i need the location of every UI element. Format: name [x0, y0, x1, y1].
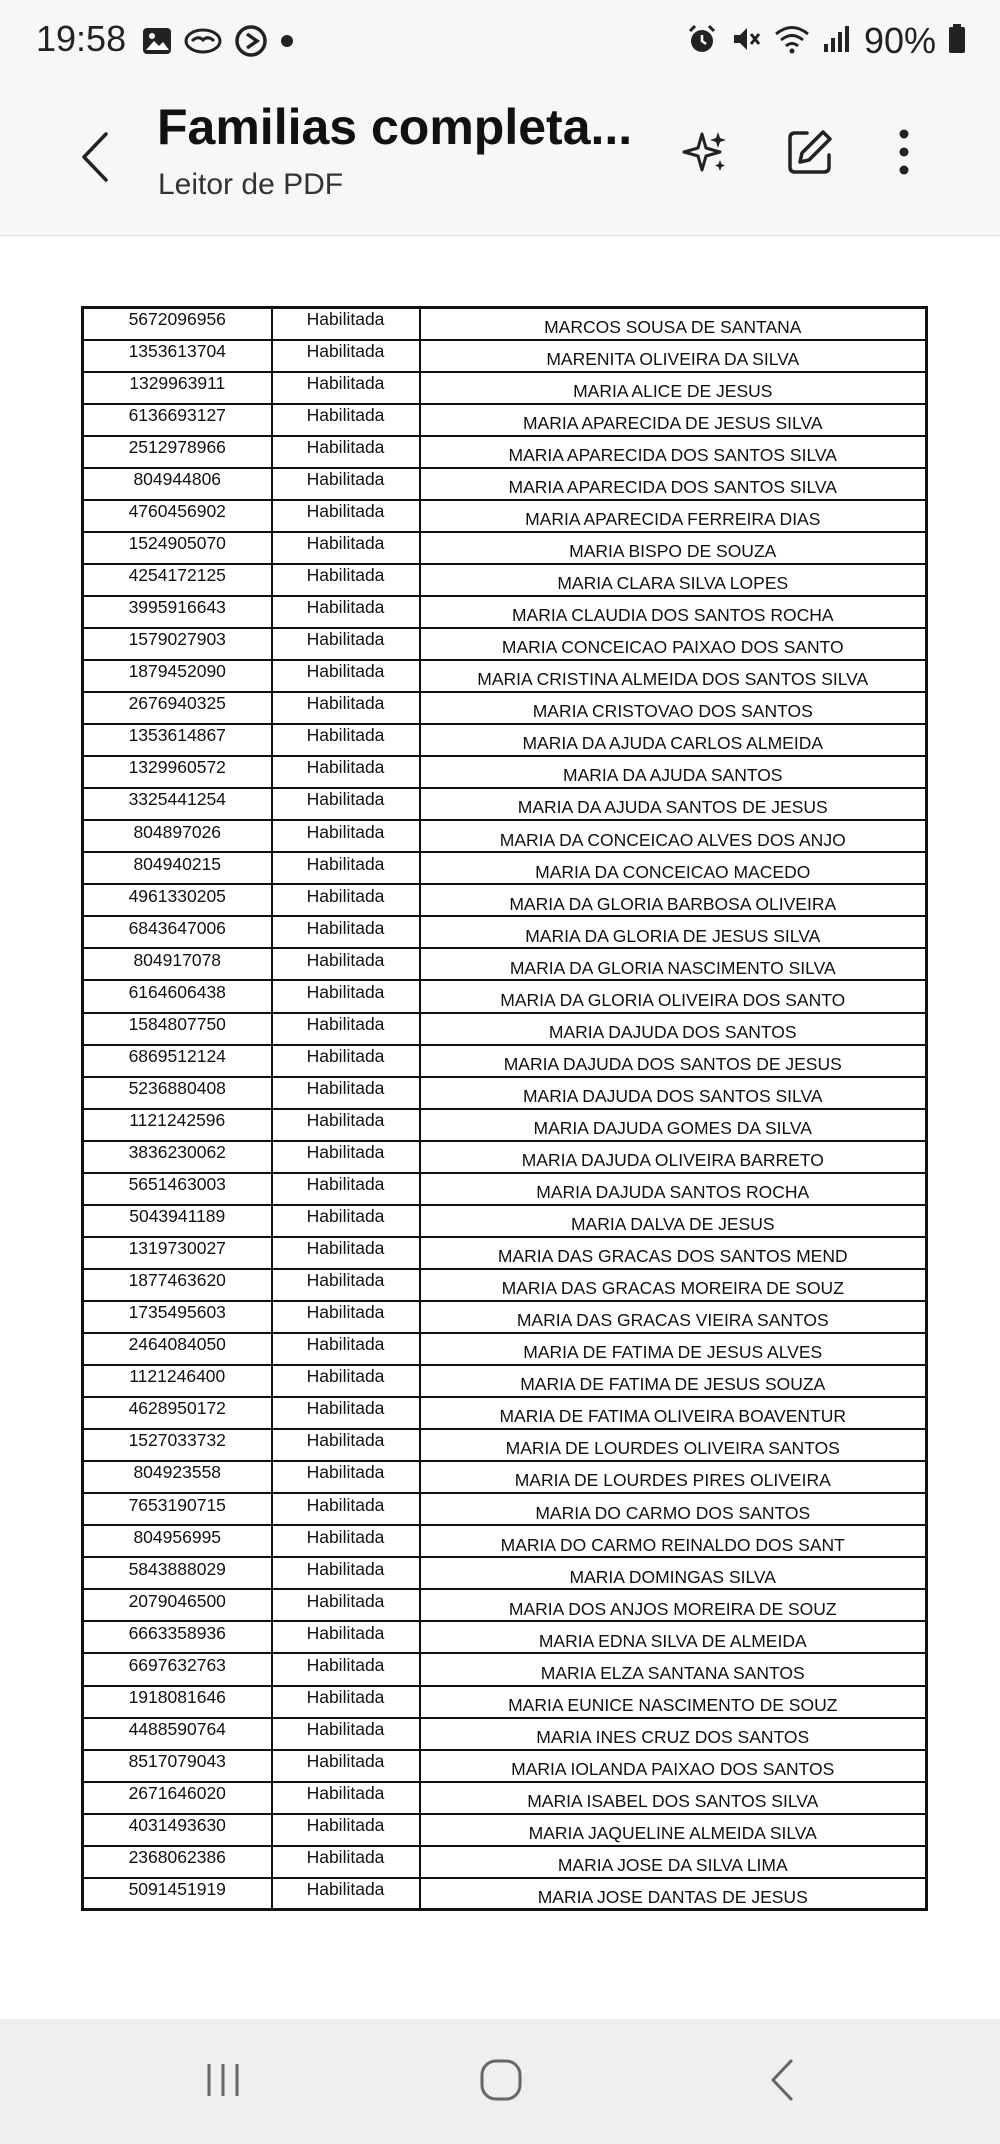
row-status-cell: Habilitada: [272, 1045, 420, 1077]
table-row: [83, 1269, 927, 1301]
row-id-cell: 1735495603: [83, 1301, 272, 1333]
row-id-cell: 5043941189: [83, 1205, 272, 1237]
row-name-cell: MARIA DA GLORIA OLIVEIRA DOS SANTO: [420, 980, 927, 1012]
table-row: [83, 1237, 927, 1269]
back-nav-icon: [769, 2058, 795, 2107]
row-name-cell: MARIA CRISTOVAO DOS SANTOS: [420, 692, 927, 724]
row-status-cell: Habilitada: [272, 1397, 420, 1429]
row-id-cell: 6843647006: [83, 916, 272, 948]
table-row: [83, 308, 927, 340]
table-row: [83, 884, 927, 916]
row-status-cell: Habilitada: [272, 404, 420, 436]
table-row: [83, 1557, 927, 1589]
pdf-page[interactable]: [0, 237, 1000, 2019]
row-status-cell: Habilitada: [272, 1205, 420, 1237]
row-id-cell: 1319730027: [83, 1237, 272, 1269]
table-row: [83, 1782, 927, 1814]
row-status-cell: Habilitada: [272, 1141, 420, 1173]
row-id-cell: 1121246400: [83, 1365, 272, 1397]
row-status-cell: Habilitada: [272, 532, 420, 564]
navigation-bar: [0, 2019, 1000, 2144]
row-name-cell: MARIA DE FATIMA DE JESUS ALVES: [420, 1333, 927, 1365]
row-name-cell: MARIA CLAUDIA DOS SANTOS ROCHA: [420, 596, 927, 628]
table-row: [83, 820, 927, 852]
row-name-cell: MARIA JOSE DANTAS DE JESUS: [420, 1878, 927, 1910]
row-id-cell: 1329960572: [83, 756, 272, 788]
row-id-cell: 2676940325: [83, 692, 272, 724]
table-row: [83, 1397, 927, 1429]
row-status-cell: Habilitada: [272, 1365, 420, 1397]
row-name-cell: MARIA DE LOURDES PIRES OLIVEIRA: [420, 1461, 927, 1493]
row-status-cell: Habilitada: [272, 1846, 420, 1878]
row-status-cell: Habilitada: [272, 1237, 420, 1269]
row-status-cell: Habilitada: [272, 820, 420, 852]
row-status-cell: Habilitada: [272, 948, 420, 980]
row-id-cell: 1353613704: [83, 340, 272, 372]
row-name-cell: MARIA APARECIDA FERREIRA DIAS: [420, 500, 927, 532]
back-button[interactable]: [70, 124, 120, 194]
row-id-cell: 1579027903: [83, 628, 272, 660]
row-status-cell: Habilitada: [272, 436, 420, 468]
table-row: [83, 1878, 927, 1910]
battery-icon: [948, 24, 966, 59]
row-id-cell: 6869512124: [83, 1045, 272, 1077]
row-name-cell: MARIA EDNA SILVA DE ALMEIDA: [420, 1621, 927, 1653]
row-status-cell: Habilitada: [272, 564, 420, 596]
row-name-cell: MARIA APARECIDA DE JESUS SILVA: [420, 404, 927, 436]
wifi-icon: [774, 23, 810, 60]
row-status-cell: Habilitada: [272, 1814, 420, 1846]
table-row: [83, 1525, 927, 1557]
row-status-cell: Habilitada: [272, 1173, 420, 1205]
row-id-cell: 4961330205: [83, 884, 272, 916]
row-id-cell: 1121242596: [83, 1109, 272, 1141]
row-id-cell: 2671646020: [83, 1782, 272, 1814]
row-id-cell: 804940215: [83, 852, 272, 884]
row-id-cell: 1527033732: [83, 1429, 272, 1461]
row-id-cell: 5843888029: [83, 1557, 272, 1589]
row-name-cell: MARIA DO CARMO DOS SANTOS: [420, 1493, 927, 1525]
row-id-cell: 5651463003: [83, 1173, 272, 1205]
row-status-cell: Habilitada: [272, 468, 420, 500]
gallery-icon: [142, 27, 172, 60]
row-id-cell: 804923558: [83, 1461, 272, 1493]
table-row: [83, 404, 927, 436]
families-table: [81, 306, 928, 1911]
handshake-icon: [184, 27, 222, 60]
table-row: [83, 1077, 927, 1109]
row-id-cell: 3325441254: [83, 788, 272, 820]
play-circle-icon: [234, 24, 268, 63]
table-row: [83, 1173, 927, 1205]
table-row: [83, 1686, 927, 1718]
row-status-cell: Habilitada: [272, 1333, 420, 1365]
row-status-cell: Habilitada: [272, 1750, 420, 1782]
row-name-cell: MARIA APARECIDA DOS SANTOS SILVA: [420, 436, 927, 468]
signal-icon: [822, 24, 852, 59]
row-id-cell: 3836230062: [83, 1141, 272, 1173]
row-id-cell: 804897026: [83, 820, 272, 852]
row-id-cell: 6697632763: [83, 1653, 272, 1685]
table-row: [83, 372, 927, 404]
row-status-cell: Habilitada: [272, 788, 420, 820]
row-status-cell: Habilitada: [272, 1525, 420, 1557]
row-name-cell: MARIA DOMINGAS SILVA: [420, 1557, 927, 1589]
table-row: [83, 500, 927, 532]
row-status-cell: Habilitada: [272, 1653, 420, 1685]
row-id-cell: 4488590764: [83, 1718, 272, 1750]
home-icon: [479, 2058, 523, 2107]
battery-percent: 90%: [863, 20, 936, 61]
table-row: [83, 1333, 927, 1365]
table-row: [83, 1429, 927, 1461]
row-id-cell: 2512978966: [83, 436, 272, 468]
table-row: [83, 1589, 927, 1621]
table-row: [83, 788, 927, 820]
row-id-cell: 2464084050: [83, 1333, 272, 1365]
row-status-cell: Habilitada: [272, 692, 420, 724]
row-id-cell: 4031493630: [83, 1814, 272, 1846]
edit-icon: [785, 127, 835, 182]
row-name-cell: MARIA DAJUDA OLIVEIRA BARRETO: [420, 1141, 927, 1173]
row-id-cell: 2079046500: [83, 1589, 272, 1621]
back-nav-button[interactable]: [742, 2047, 822, 2117]
row-id-cell: 7653190715: [83, 1493, 272, 1525]
row-id-cell: 4254172125: [83, 564, 272, 596]
table-row: [83, 1109, 927, 1141]
row-id-cell: 1879452090: [83, 660, 272, 692]
app-subtitle: Leitor de PDF: [158, 168, 344, 201]
notification-icons: [142, 24, 294, 63]
row-id-cell: 6136693127: [83, 404, 272, 436]
row-status-cell: Habilitada: [272, 660, 420, 692]
status-time: 19:58: [36, 18, 127, 59]
row-id-cell: 1877463620: [83, 1269, 272, 1301]
table-row: [83, 1621, 927, 1653]
row-name-cell: MARIA ELZA SANTANA SANTOS: [420, 1653, 927, 1685]
row-id-cell: 804956995: [83, 1525, 272, 1557]
row-name-cell: MARIA CLARA SILVA LOPES: [420, 564, 927, 596]
row-status-cell: Habilitada: [272, 500, 420, 532]
table-row: [83, 564, 927, 596]
row-name-cell: MARENITA OLIVEIRA DA SILVA: [420, 340, 927, 372]
row-id-cell: 1584807750: [83, 1013, 272, 1045]
row-status-cell: Habilitada: [272, 340, 420, 372]
table-row: [83, 852, 927, 884]
table-row: [83, 756, 927, 788]
row-name-cell: MARIA DAJUDA GOMES DA SILVA: [420, 1109, 927, 1141]
row-status-cell: Habilitada: [272, 1077, 420, 1109]
row-name-cell: MARIA CONCEICAO PAIXAO DOS SANTO: [420, 628, 927, 660]
row-id-cell: 5672096956: [83, 308, 272, 340]
row-status-cell: Habilitada: [272, 1878, 420, 1910]
row-name-cell: MARIA DA GLORIA NASCIMENTO SILVA: [420, 948, 927, 980]
row-id-cell: 3995916643: [83, 596, 272, 628]
row-status-cell: Habilitada: [272, 1621, 420, 1653]
row-status-cell: Habilitada: [272, 884, 420, 916]
table-body: [83, 308, 927, 1910]
row-name-cell: MARIA CRISTINA ALMEIDA DOS SANTOS SILVA: [420, 660, 927, 692]
row-id-cell: 6663358936: [83, 1621, 272, 1653]
row-name-cell: MARIA DA AJUDA SANTOS DE JESUS: [420, 788, 927, 820]
row-status-cell: Habilitada: [272, 1461, 420, 1493]
row-name-cell: MARCOS SOUSA DE SANTANA: [420, 308, 927, 340]
row-id-cell: 804944806: [83, 468, 272, 500]
row-status-cell: Habilitada: [272, 1301, 420, 1333]
row-name-cell: MARIA JAQUELINE ALMEIDA SILVA: [420, 1814, 927, 1846]
row-status-cell: Habilitada: [272, 1686, 420, 1718]
row-name-cell: MARIA DAS GRACAS VIEIRA SANTOS: [420, 1301, 927, 1333]
row-id-cell: 1329963911: [83, 372, 272, 404]
document-title: Familias completa...: [157, 99, 633, 155]
row-status-cell: Habilitada: [272, 756, 420, 788]
app-bar: [0, 86, 1000, 236]
row-name-cell: MARIA DAJUDA DOS SANTOS SILVA: [420, 1077, 927, 1109]
table-row: [83, 916, 927, 948]
row-name-cell: MARIA DAS GRACAS MOREIRA DE SOUZ: [420, 1269, 927, 1301]
row-id-cell: 5091451919: [83, 1878, 272, 1910]
ai-assist-button[interactable]: [676, 124, 736, 184]
row-name-cell: MARIA DA CONCEICAO ALVES DOS ANJO: [420, 820, 927, 852]
row-name-cell: MARIA DALVA DE JESUS: [420, 1205, 927, 1237]
row-status-cell: Habilitada: [272, 1589, 420, 1621]
row-status-cell: Habilitada: [272, 1782, 420, 1814]
row-id-cell: 2368062386: [83, 1846, 272, 1878]
row-id-cell: 4628950172: [83, 1397, 272, 1429]
table-row: [83, 1365, 927, 1397]
row-name-cell: MARIA APARECIDA DOS SANTOS SILVA: [420, 468, 927, 500]
table-row: [83, 1814, 927, 1846]
row-name-cell: MARIA ALICE DE JESUS: [420, 372, 927, 404]
row-id-cell: 4760456902: [83, 500, 272, 532]
row-status-cell: Habilitada: [272, 852, 420, 884]
row-name-cell: MARIA DE FATIMA OLIVEIRA BOAVENTUR: [420, 1397, 927, 1429]
row-name-cell: MARIA DA AJUDA CARLOS ALMEIDA: [420, 724, 927, 756]
row-name-cell: MARIA INES CRUZ DOS SANTOS: [420, 1718, 927, 1750]
row-name-cell: MARIA DA CONCEICAO MACEDO: [420, 852, 927, 884]
row-status-cell: Habilitada: [272, 372, 420, 404]
row-name-cell: MARIA BISPO DE SOUZA: [420, 532, 927, 564]
table-row: [83, 692, 927, 724]
table-row: [83, 1013, 927, 1045]
row-status-cell: Habilitada: [272, 1429, 420, 1461]
table-row: [83, 1493, 927, 1525]
table-row: [83, 1750, 927, 1782]
table-row: [83, 1846, 927, 1878]
row-name-cell: MARIA DAJUDA SANTOS ROCHA: [420, 1173, 927, 1205]
row-name-cell: MARIA DAJUDA DOS SANTOS: [420, 1013, 927, 1045]
table-row: [83, 436, 927, 468]
recent-apps-icon: [203, 2060, 243, 2105]
row-status-cell: Habilitada: [272, 1109, 420, 1141]
table-row: [83, 340, 927, 372]
row-status-cell: Habilitada: [272, 980, 420, 1012]
row-name-cell: MARIA DA GLORIA DE JESUS SILVA: [420, 916, 927, 948]
row-id-cell: 8517079043: [83, 1750, 272, 1782]
system-icons: [686, 20, 966, 62]
row-status-cell: Habilitada: [272, 1718, 420, 1750]
table-row: [83, 724, 927, 756]
row-status-cell: Habilitada: [272, 916, 420, 948]
table-row: [83, 532, 927, 564]
row-id-cell: 1353614867: [83, 724, 272, 756]
row-name-cell: MARIA DA GLORIA BARBOSA OLIVEIRA: [420, 884, 927, 916]
row-status-cell: Habilitada: [272, 1013, 420, 1045]
row-name-cell: MARIA ISABEL DOS SANTOS SILVA: [420, 1782, 927, 1814]
table-row: [83, 1301, 927, 1333]
table-row: [83, 596, 927, 628]
edit-button[interactable]: [780, 124, 840, 184]
table-row: [83, 1045, 927, 1077]
row-status-cell: Habilitada: [272, 308, 420, 340]
table-row: [83, 468, 927, 500]
row-name-cell: MARIA DE LOURDES OLIVEIRA SANTOS: [420, 1429, 927, 1461]
status-bar: [0, 0, 1000, 86]
row-name-cell: MARIA DA AJUDA SANTOS: [420, 756, 927, 788]
row-name-cell: MARIA DO CARMO REINALDO DOS SANT: [420, 1525, 927, 1557]
row-status-cell: Habilitada: [272, 1493, 420, 1525]
table-row: [83, 1653, 927, 1685]
table-row: [83, 660, 927, 692]
row-name-cell: MARIA DE FATIMA DE JESUS SOUZA: [420, 1365, 927, 1397]
dot-icon: [280, 34, 294, 53]
table-row: [83, 980, 927, 1012]
row-name-cell: MARIA JOSE DA SILVA LIMA: [420, 1846, 927, 1878]
mute-icon: [730, 23, 762, 60]
row-status-cell: Habilitada: [272, 1269, 420, 1301]
table-row: [83, 1205, 927, 1237]
table-row: [83, 628, 927, 660]
row-id-cell: 5236880408: [83, 1077, 272, 1109]
table-row: [83, 1718, 927, 1750]
row-name-cell: MARIA DOS ANJOS MOREIRA DE SOUZ: [420, 1589, 927, 1621]
row-id-cell: 1524905070: [83, 532, 272, 564]
row-status-cell: Habilitada: [272, 596, 420, 628]
table-row: [83, 1461, 927, 1493]
row-status-cell: Habilitada: [272, 628, 420, 660]
home-button[interactable]: [461, 2047, 541, 2117]
row-name-cell: MARIA EUNICE NASCIMENTO DE SOUZ: [420, 1686, 927, 1718]
row-id-cell: 1918081646: [83, 1686, 272, 1718]
row-name-cell: MARIA DAS GRACAS DOS SANTOS MEND: [420, 1237, 927, 1269]
row-name-cell: MARIA IOLANDA PAIXAO DOS SANTOS: [420, 1750, 927, 1782]
table-row: [83, 1141, 927, 1173]
row-status-cell: Habilitada: [272, 724, 420, 756]
more-options-button[interactable]: [874, 124, 934, 184]
row-id-cell: 6164606438: [83, 980, 272, 1012]
sparkle-ai-icon: [682, 128, 730, 181]
row-name-cell: MARIA DAJUDA DOS SANTOS DE JESUS: [420, 1045, 927, 1077]
table-row: [83, 948, 927, 980]
alarm-icon: [686, 23, 718, 60]
row-status-cell: Habilitada: [272, 1557, 420, 1589]
row-id-cell: 804917078: [83, 948, 272, 980]
more-vertical-icon: [898, 129, 910, 180]
recent-apps-button[interactable]: [183, 2047, 263, 2117]
back-arrow-icon: [80, 131, 110, 188]
